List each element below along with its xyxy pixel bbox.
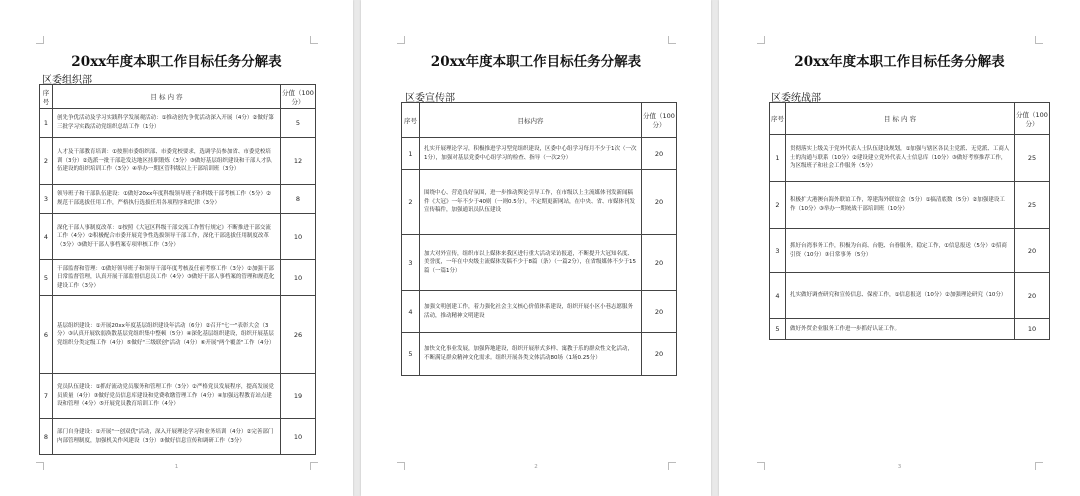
- table-row: [40, 138, 316, 185]
- row-score: 20: [642, 333, 677, 376]
- row-number: 3: [402, 235, 420, 291]
- row-score: 12: [281, 138, 316, 185]
- row-content: 领导班子和干部队伍建设：①做好20xx年度科级领导班子和科级干部考核工作（5分）②规范干部选拔任用工作，严格执行选拔任用各项程序和纪律（3分）: [53, 185, 281, 214]
- row-score: 20: [642, 138, 677, 170]
- crop-mark: [36, 36, 44, 44]
- row-number: 4: [40, 214, 53, 260]
- row-score: 20: [1015, 273, 1050, 319]
- task-table: [769, 102, 1050, 340]
- row-number: 5: [402, 333, 420, 376]
- header-score: 分值（100分）: [281, 85, 316, 109]
- row-number: 7: [40, 374, 53, 419]
- row-content: 人才及干部教育培训：①按照市委组织部、市委党校要求，选调学员参加省、市委党校培训（3分）②选派一批干部赴发达地区挂职锻炼（3分）③做好基层组织建设和干部人才队伍建设的组织培训工作（3分）④举办一期区管科级以上干部培训班（3分）: [53, 138, 281, 185]
- row-number: 6: [40, 296, 53, 374]
- header-score: 分值（100分）: [1015, 103, 1050, 135]
- table-row: [40, 214, 316, 260]
- row-content: 创先争优活动及学习实践科学发展观活动：①推动创先争优活动深入开展（4分）②做好第三批学习实践活动党组织总结工作（1分）: [53, 109, 281, 138]
- row-score: 10: [1015, 319, 1050, 340]
- table-row: [40, 109, 316, 138]
- row-score: 5: [281, 109, 316, 138]
- row-number: 2: [40, 138, 53, 185]
- crop-mark: [310, 36, 318, 44]
- row-content: 部门自身建设：①开展"一创双优"活动，深入开展理论学习和业务培训（4分）②完善部门内部管理制度，加强机关作风建设（3分）③做好信息宣传和调研工作（3分）: [53, 419, 281, 455]
- page-number: 2: [534, 464, 538, 470]
- row-number: 2: [402, 170, 420, 235]
- row-content: 加快文化事业发展，加强阵地建设，组织开展形式多样、寓教于乐的群众性文化活动，不断满足群众精神文化需求。组织开展各类文体活动80场（1场0.25分）: [420, 333, 642, 376]
- row-number: 3: [40, 185, 53, 214]
- header-content: 目 标 内 容: [53, 85, 281, 109]
- row-content: 积极扩大港澳台海外联谊工作，筹建海外联谊会（5分）①搞清底数（5分）②加强建设工作（10分）③举办一期统战干部培训班（10分）: [786, 182, 1015, 229]
- header-score: 分值（100分）: [642, 103, 677, 138]
- row-score: 20: [642, 170, 677, 235]
- row-number: 5: [40, 260, 53, 296]
- table-row: [770, 229, 1050, 273]
- row-number: 3: [770, 229, 786, 273]
- row-content: 围绕中心、营造良好氛围，进一步推动舆论引导工作，在市级以上主流媒体刊发新闻稿件《大冠》一年不少于40则（一则0.5分），不定期更新网站，在中央、省、市媒体刊发宣传稿件，加强通讯员队伍建设: [420, 170, 642, 235]
- table-row: [402, 170, 677, 235]
- table-header-row: [402, 103, 677, 138]
- task-table: [39, 84, 316, 455]
- table-row: [770, 273, 1050, 319]
- table-row: [402, 291, 677, 333]
- row-content: 扎实做好调查研究和宣传信息、保密工作，①信息报送（10分）②加强理论研究（10分）: [786, 273, 1015, 319]
- department-label: 区委组织部: [42, 75, 92, 86]
- page-title: 20xx年度本职工作目标任务分解表: [794, 54, 1005, 70]
- row-score: 10: [281, 260, 316, 296]
- department-label: 区委统战部: [771, 93, 821, 104]
- row-score: 20: [642, 291, 677, 333]
- row-score: 26: [281, 296, 316, 374]
- table-header-row: [40, 85, 316, 109]
- row-number: 1: [402, 138, 420, 170]
- crop-mark: [397, 36, 405, 44]
- row-number: 2: [770, 182, 786, 229]
- header-no: 序号: [402, 103, 420, 138]
- row-content: 抓好台湾事务工作，积极为台商、台胞、台眷服务，稳定工作，①信息报送（5分）②招商引资（10分）③日常事务（5分）: [786, 229, 1015, 273]
- row-score: 8: [281, 185, 316, 214]
- table-header-row: [770, 103, 1050, 135]
- row-content: 加强文明创建工作，着力强化社会主义核心价值体系建设，组织开展小区小巷志愿服务活动，推动精神文明建设: [420, 291, 642, 333]
- document-page-3: [719, 0, 1080, 496]
- row-number: 1: [40, 109, 53, 138]
- crop-mark: [668, 36, 676, 44]
- crop-mark: [1035, 36, 1043, 44]
- row-content: 基层组织建设：①开展20xx年度基层组织建设年活动（6分）②召开"七一"表彰大会（3分）③认真开展软弱涣散基层党组织集中整顿（5分）④深化基层组织建设，组织开展基层党组织分类定级工作（4分）⑤做好"三级联创"活动（4分）⑥开展"两个覆盖"工作（4分）: [53, 296, 281, 374]
- header-content: 目 标 内 容: [786, 103, 1015, 135]
- header-no: 序号: [40, 85, 53, 109]
- row-score: 20: [1015, 229, 1050, 273]
- table-row: [402, 333, 677, 376]
- table-row: [770, 135, 1050, 182]
- row-score: 25: [1015, 182, 1050, 229]
- row-number: 5: [770, 319, 786, 340]
- row-score: 19: [281, 374, 316, 419]
- page-number: 3: [897, 464, 902, 470]
- table-row: [40, 296, 316, 374]
- row-score: 25: [1015, 135, 1050, 182]
- row-content: 贯彻落实上级关于党外代表人士队伍建设规划，①加强与辖区各民主党派、无党派、工商人士的沟通与联系（10分）②建设建立党外代表人士信息库（10分）③做好考察推荐工作，为区级班子和社会工作服务（5分）: [786, 135, 1015, 182]
- row-score: 10: [281, 419, 316, 455]
- header-content: 目标内容: [420, 103, 642, 138]
- table-row: [40, 419, 316, 455]
- row-content: 做好外贸企业服务工作进一步抓好认证工作。: [786, 319, 1015, 340]
- row-score: 20: [642, 235, 677, 291]
- table-row: [40, 374, 316, 419]
- row-content: 深化干部人事制度改革：①按照《大冠区科级干部交流工作暂行规定》不断推进干部交流工作（4分）②积极配合市委开展竞争性选拔领导干部工作，深化干部选拔任用制度改革（3分）③做好干部人事档案专项审核工作（3分）: [53, 214, 281, 260]
- row-content: 干部监督和管理：①做好领导班子和领导干部年度考核及任前考察工作（3分）②加强干部日常监督管理，认真开展干部监督信息员工作（4分）③做好干部人事档案的管理和规范化建设工作（3分）: [53, 260, 281, 296]
- header-no: 序号: [770, 103, 786, 135]
- document-page-2: [361, 0, 711, 496]
- table-row: [40, 260, 316, 296]
- page-title: 20xx年度本职工作目标任务分解表: [430, 54, 642, 70]
- document-page-1: [0, 0, 353, 496]
- row-content: 加大对外宣传，组织市以上媒体来我区进行重大活动采访报道，不断提升大冠知名度、美誉度，一年在中央级主流媒体发稿不少于8篇（条）（一篇2分），在省级媒体不少于15篇（一篇1分）: [420, 235, 642, 291]
- row-number: 8: [40, 419, 53, 455]
- table-row: [40, 185, 316, 214]
- row-content: 扎实开展理论学习，积极推进学习型党组织建设，区委中心组学习每月不少于1次（一次1分），加强对基层党委中心组学习的检查、指导（一次2分）: [420, 138, 642, 170]
- task-table: [401, 102, 677, 376]
- row-number: 1: [770, 135, 786, 182]
- row-content: 党员队伍建设：①抓好流动党员服务和管理工作（3分）②严格党员发展程序，提高发展党员质量（4分）③做好党员信息库建设和党费收缴管理工作（4分）④加强远程教育站点建设和管理（4分）⑤开展党员教育培训工作（4分）: [53, 374, 281, 419]
- table-row: [402, 138, 677, 170]
- table-row: [402, 235, 677, 291]
- page-number: 1: [174, 464, 179, 470]
- row-score: 10: [281, 214, 316, 260]
- page-title: 20xx年度本职工作目标任务分解表: [71, 54, 282, 70]
- table-row: [770, 319, 1050, 340]
- table-row: [770, 182, 1050, 229]
- crop-mark: [757, 36, 765, 44]
- row-number: 4: [770, 273, 786, 319]
- row-number: 4: [402, 291, 420, 333]
- department-label: 区委宣传部: [405, 93, 455, 104]
